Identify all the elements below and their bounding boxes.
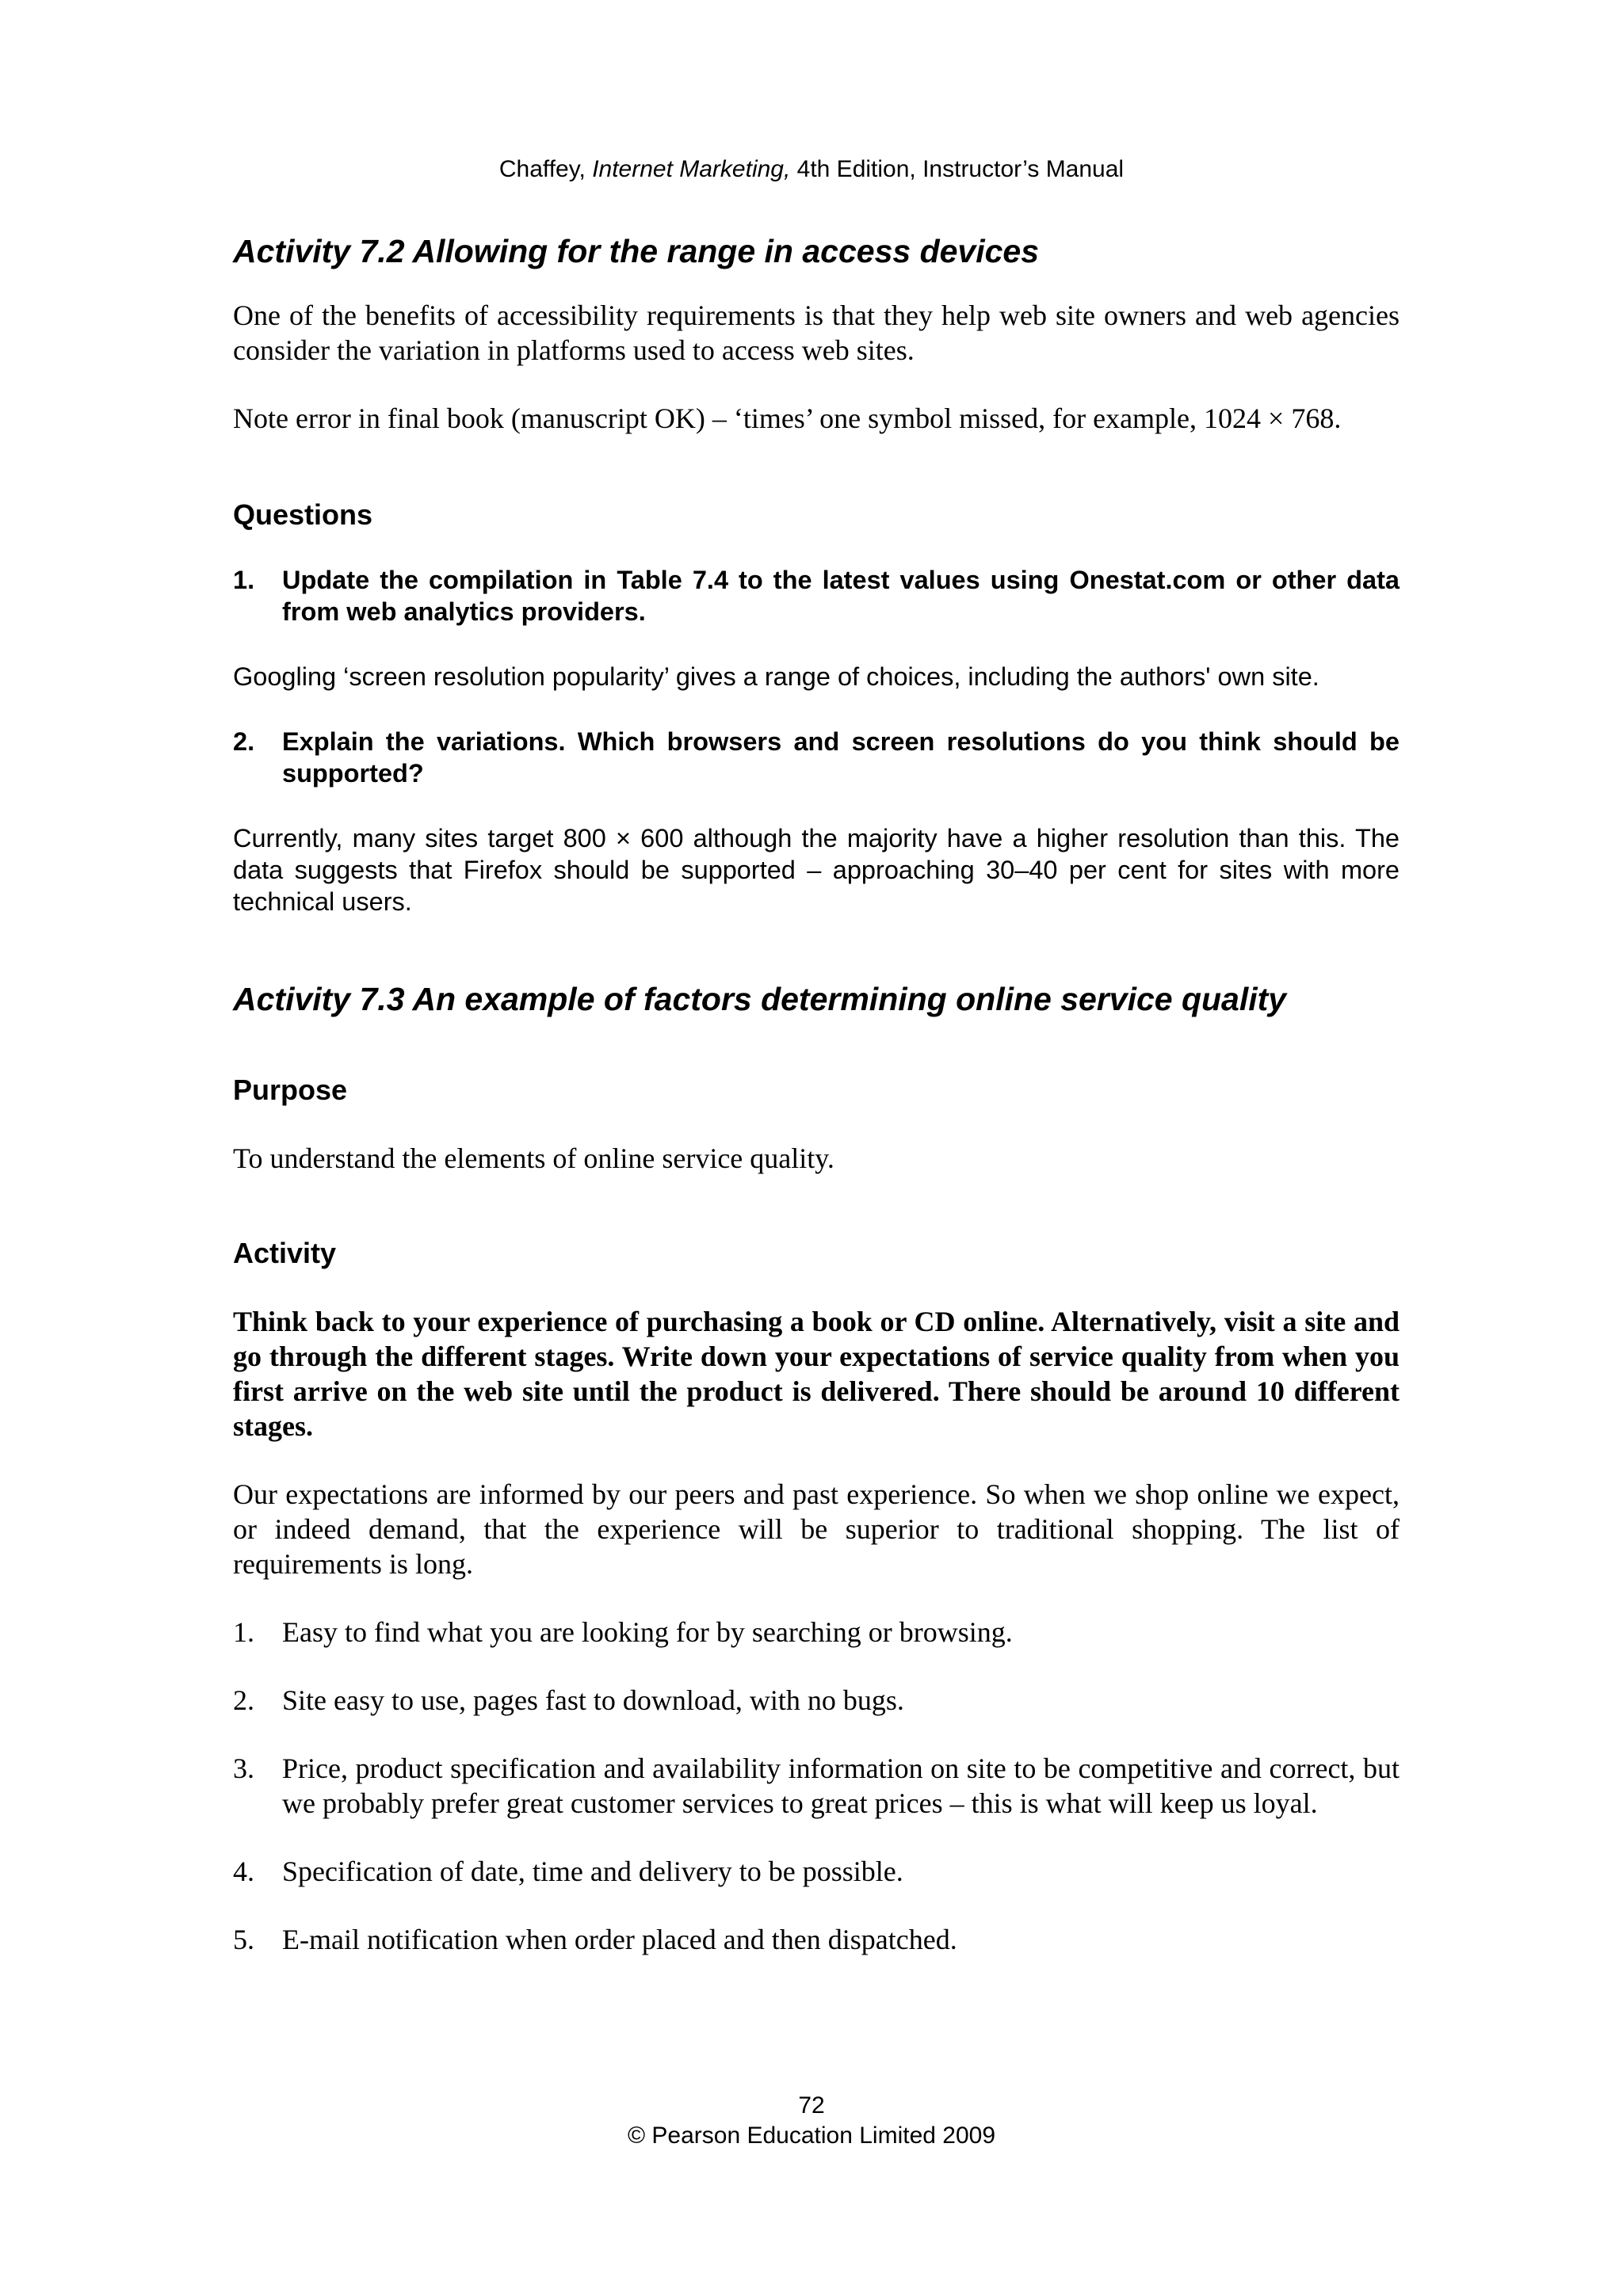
list-item-text: Site easy to use, pages fast to download, with no bugs. bbox=[282, 1684, 904, 1716]
list-item-number: 2. bbox=[233, 1684, 254, 1716]
question-1-text: Update the compilation in Table 7.4 to the latest values using Onestat.com or other data from web analytics providers. bbox=[282, 566, 1400, 626]
list-item bbox=[233, 1854, 1400, 1889]
list-item bbox=[233, 1683, 1400, 1718]
question-2-text: Explain the variations. Which browsers and screen resolutions do you think should be supported? bbox=[282, 727, 1400, 788]
list-item-text: Price, product specification and availability information on site to be competitive and correct, but we probably prefer great customer services to great prices – this is what will keep us loyal. bbox=[282, 1753, 1400, 1819]
list-item-number: 3. bbox=[233, 1753, 254, 1784]
activity-7-3-heading: Activity 7.3 An example of factors determining online service quality bbox=[233, 981, 1287, 1017]
questions-heading: Questions bbox=[233, 498, 373, 531]
activity-heading: Activity bbox=[233, 1237, 337, 1269]
question-2 bbox=[233, 726, 1400, 789]
header-edition: 4th Edition, Instructor’s Manual bbox=[790, 156, 1125, 182]
page-number: 72 bbox=[798, 2092, 825, 2119]
question-2-number: 2. bbox=[233, 727, 255, 756]
list-item-number: 4. bbox=[233, 1855, 254, 1887]
list-item-text: Easy to find what you are looking for by searching or browsing. bbox=[282, 1616, 1013, 1648]
header-book-title: Internet Marketing, bbox=[592, 156, 791, 182]
list-item bbox=[233, 1922, 1400, 1957]
list-item-number: 5. bbox=[233, 1924, 254, 1955]
expectations-text: Our expectations are informed by our peers and past experience. So when we shop online we expect, or indeed demand, that the experience will be superior to traditional shopping. The list of requirements is long. bbox=[233, 1478, 1400, 1580]
answer-1: Googling ‘screen resolution popularity’ gives a range of choices, including the authors' own site. bbox=[233, 662, 1319, 691]
list-item-text: Specification of date, time and delivery to be possible. bbox=[282, 1855, 903, 1887]
running-header bbox=[0, 155, 1623, 184]
activity-7-2-note: Note error in final book (manuscript OK) – ‘times’ one symbol missed, for example, 1024 × 768. bbox=[233, 402, 1342, 434]
list-item-text: E-mail notification when order placed and then dispatched. bbox=[282, 1924, 957, 1955]
purpose-heading: Purpose bbox=[233, 1074, 348, 1106]
question-1-number: 1. bbox=[233, 566, 255, 594]
page-content bbox=[233, 231, 1400, 1957]
list-item bbox=[233, 1751, 1400, 1821]
activity-7-2-heading: Activity 7.2 Allowing for the range in access devices bbox=[233, 233, 1040, 269]
purpose-text: To understand the elements of online service quality. bbox=[233, 1142, 834, 1174]
question-1 bbox=[233, 564, 1400, 627]
activity-7-2-intro: One of the benefits of accessibility requirements is that they help web site owners and web agencies consider the variation in platforms used to access web sites. bbox=[233, 299, 1400, 366]
copyright-notice: © Pearson Education Limited 2009 bbox=[627, 2122, 996, 2149]
answer-2: Currently, many sites target 800 × 600 although the majority have a higher resolution than this. The data suggests that Firefox should be supported – approaching 30–40 per cent for sites with more technical users. bbox=[233, 824, 1400, 916]
list-item bbox=[233, 1615, 1400, 1650]
list-item-number: 1. bbox=[233, 1616, 254, 1648]
activity-instructions: Think back to your experience of purchasing a book or CD online. Alternatively, visit a site and go through the different stages. Write down your expectations of service quality from when you first arrive on the web site until the product is delivered. There should be around 10 different stages. bbox=[233, 1306, 1400, 1442]
header-author: Chaffey, bbox=[498, 156, 593, 182]
